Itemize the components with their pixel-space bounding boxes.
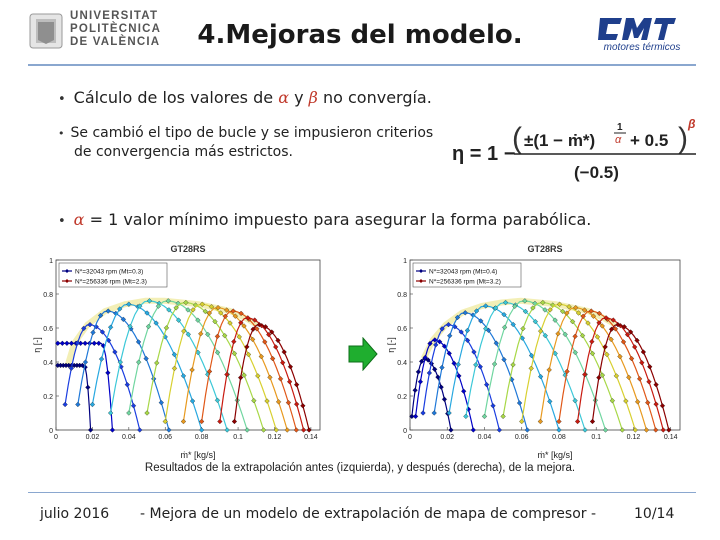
- eq-exp-alpha: α: [615, 134, 622, 146]
- legend-label: N*=256336 rpm (Mt=2.3): [75, 278, 147, 286]
- bullet-convergence: [58, 88, 432, 107]
- legend-label: N*=256336 rpm (Mt=3.2): [429, 278, 501, 286]
- x-tick-label: 0: [408, 434, 412, 441]
- b3-suffix: = 1 valor mínimo impuesto para asegurar la forma parabólica.: [84, 210, 592, 229]
- y-axis-label: η [-]: [386, 337, 396, 353]
- eq-open-paren: (: [512, 122, 522, 155]
- upv-logo-text: [70, 10, 161, 49]
- cmt-logo-subtitle: motores térmicos: [603, 42, 681, 53]
- x-axis-label: ṁ* [kg/s]: [180, 450, 216, 460]
- x-tick-label: 0.04: [477, 434, 492, 441]
- bullet-alpha-min: [58, 210, 591, 229]
- x-tick-label: 0.14: [663, 434, 678, 441]
- footer-date: julio 2016: [40, 506, 110, 522]
- x-tick-label: 0.1: [591, 434, 602, 441]
- page-number: 10/14: [634, 506, 675, 522]
- chart-title: GT28RS: [170, 244, 206, 254]
- y-axis-label: η [-]: [32, 337, 42, 353]
- y-tick-label: 0: [403, 428, 407, 435]
- y-tick-label: 1: [49, 258, 53, 265]
- eq-exp-num: 1: [617, 122, 623, 133]
- logo-line-3: DE VALÈNCIA: [70, 36, 161, 48]
- legend: [413, 263, 521, 287]
- x-tick-label: 0.06: [158, 434, 173, 441]
- y-tick-label: 0.4: [397, 360, 407, 367]
- upv-crest-icon: [30, 14, 62, 48]
- bullet-dot: •: [58, 127, 65, 140]
- footer-title: - Mejora de un modelo de extrapolación de mapa de compresor -: [140, 506, 597, 522]
- y-tick-label: 0.8: [43, 292, 53, 299]
- bullet-loop-change: [58, 124, 434, 161]
- legend: [59, 263, 167, 287]
- beta-symbol: β: [308, 88, 318, 107]
- figure-caption: Resultados de la extrapolación antes (izquierda), y después (derecha), de la mejora.: [144, 462, 576, 474]
- eq-numerator: ±(1 − ṁ*): [524, 131, 596, 150]
- chart-after: [384, 240, 690, 465]
- eq-denominator: (−0.5): [574, 163, 619, 182]
- b1-and: y: [289, 88, 309, 107]
- y-tick-label: 0.6: [397, 326, 407, 333]
- b1-suffix: no convergía.: [317, 88, 432, 107]
- x-tick-label: 0.02: [85, 434, 100, 441]
- x-tick-label: 0.1: [233, 434, 243, 441]
- header-divider: [28, 64, 696, 66]
- b1-prefix: Cálculo de los valores de: [73, 88, 279, 107]
- y-tick-label: 0: [49, 428, 53, 435]
- x-tick-label: 0.12: [626, 434, 641, 441]
- footer-divider: [28, 492, 696, 493]
- y-tick-label: 0.2: [43, 394, 53, 401]
- y-tick-label: 1: [403, 258, 407, 265]
- logo-line-1: UNIVERSITAT: [70, 10, 159, 22]
- right-arrow-icon: [348, 337, 378, 371]
- bullet-dot: •: [58, 92, 66, 107]
- x-tick-label: 0.02: [440, 434, 455, 441]
- chart-title: GT28RS: [527, 244, 563, 254]
- y-tick-label: 0.4: [43, 360, 53, 367]
- legend-label: N*=32043 rpm (Mt=0.4): [429, 268, 498, 276]
- alpha-symbol: α: [278, 88, 289, 107]
- x-tick-label: 0.04: [122, 434, 136, 441]
- bullet-dot: •: [58, 214, 66, 229]
- b2-text: Se cambió el tipo de bucle y se impusieron criterios de convergencia más estrictos.: [70, 125, 434, 160]
- eq-exp-beta: β: [688, 117, 696, 131]
- eq-plus: + 0.5: [630, 131, 669, 150]
- logo-line-2: POLITÈCNICA: [70, 23, 162, 35]
- x-axis-label: ṁ* [kg/s]: [537, 450, 573, 460]
- legend-label: N*=32043 rpm (Mt=0.3): [75, 268, 144, 276]
- y-tick-label: 0.6: [43, 326, 53, 333]
- x-tick-label: 0.08: [194, 434, 209, 441]
- x-tick-label: 0.08: [552, 434, 566, 441]
- x-tick-label: 0: [54, 434, 58, 441]
- x-tick-label: 0.12: [267, 434, 282, 441]
- y-tick-label: 0.2: [397, 394, 407, 401]
- x-tick-label: 0.06: [514, 434, 529, 441]
- eq-lhs: η = 1 −: [452, 143, 516, 165]
- eq-close-paren: ): [678, 122, 688, 155]
- efficiency-equation: [446, 108, 706, 188]
- y-tick-label: 0.8: [397, 292, 407, 299]
- alpha-symbol: α: [73, 210, 85, 229]
- chart-before: [30, 240, 330, 465]
- slide-title: 4.Mejoras del modelo.: [197, 20, 523, 50]
- x-tick-label: 0.14: [304, 434, 318, 441]
